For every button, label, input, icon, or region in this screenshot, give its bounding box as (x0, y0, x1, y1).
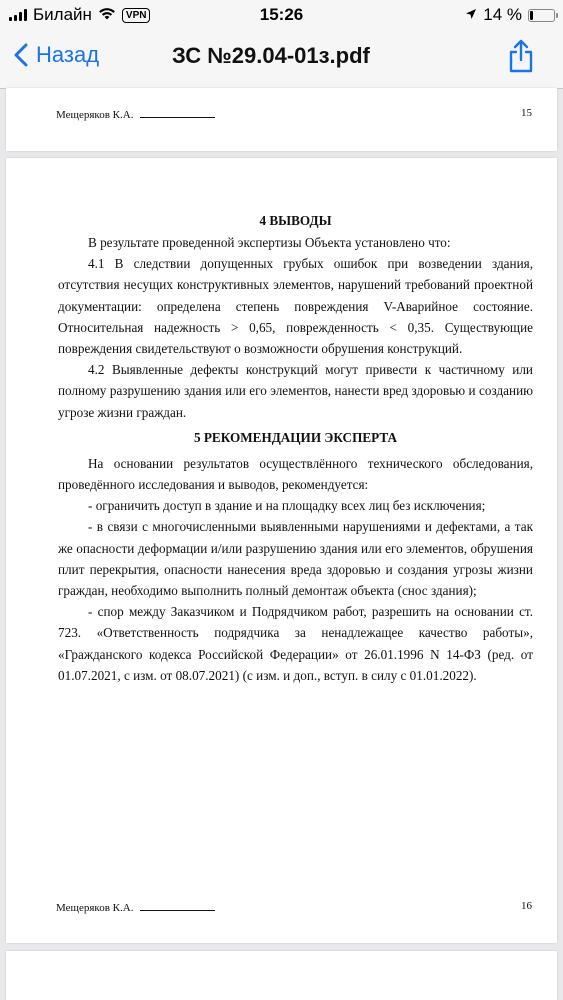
page-number: 16 (521, 900, 532, 912)
document-page-16 (6, 158, 557, 943)
carrier-name: Билайн (33, 5, 92, 24)
footer-author: Мещеряков К.А. (56, 900, 215, 914)
location-arrow-icon (465, 7, 477, 23)
section-4-heading: 4 ВЫВОДЫ (259, 213, 332, 228)
section-5-paragraph: - спор между Заказчиком и Подрядчиком работ, разрешить на основании ст. 723. «Ответственность подрядчика за ненадлежащее качество работы», «Гражданского кодекса Российской Федерации» от 26.01.1996 N 14-ФЗ (ред. от 01.07.2021, с изм. от 08.07.2021) (с изм. и доп., вступ. в силу с 01.01.2022). (58, 604, 533, 683)
section-4-paragraph: 4.2 Выявленные дефекты конструкций могут привести к частичному или полному разрушению здания или его элементов, нанести вред здоровью и созданию угрозе жизни граждан. (58, 362, 533, 420)
footer-author: Мещеряков К.А. (56, 107, 215, 121)
page-footer (56, 107, 532, 121)
battery-icon (528, 9, 555, 22)
section-5-paragraph: - ограничить доступ в здание и на площадку всех лиц без исключения; (88, 498, 486, 514)
section-4-paragraph: В результате проведенной экспертизы Объекта установлено что: (88, 235, 451, 250)
section-5-heading: 5 РЕКОМЕНДАЦИИ ЭКСПЕРТА (193, 429, 398, 445)
navigation-bar (0, 30, 563, 89)
page-number: 15 (521, 107, 532, 119)
back-label: Назад (36, 42, 100, 67)
vpn-badge: VPN (122, 8, 151, 23)
signature-line (140, 107, 215, 118)
section-5-paragraph: На основании результатов осуществлённого технического обследования, проведённого исследования и выводов, рекомендуется: (58, 455, 533, 493)
signature-line (140, 900, 215, 911)
status-right (465, 5, 555, 25)
page-content (58, 210, 533, 686)
share-button[interactable] (507, 38, 535, 79)
section-4-paragraph: 4.1 В следствии допущенных грубых ошибок при возведении здания, отсутствия несущих конструктивных элементов, нарушений требований проектной документации: определена степень повреждения V-Аварийное состояние. Относительная надежность > 0,65, поврежденность < 0,35. Существующие повреждения свидетельствуют о возможности обрушения конструкций. (58, 256, 533, 357)
battery-percent: 14 % (483, 5, 522, 24)
document-page-17 (6, 951, 557, 1000)
document-title: ЗС №29.04-01з.pdf (172, 43, 370, 68)
battery-level (530, 11, 533, 20)
document-page-15 (6, 88, 557, 151)
share-icon (507, 38, 535, 74)
section-5-paragraph: - в связи с многочисленными выявленными нарушениями и дефектами, а так же опасности деформации и/или разрушению здания или его элементов, обрушения плит перекрытия, опасности нанесения вреда здоровью и создания угрозы жизни граждан, необходимо выполнить полный демонтаж объекта (снос здания); (58, 519, 533, 599)
chevron-left-icon (14, 43, 28, 67)
status-time: 15:26 (259, 5, 304, 24)
page-footer (56, 900, 532, 914)
back-button[interactable] (14, 42, 99, 68)
status-bar (0, 0, 563, 30)
